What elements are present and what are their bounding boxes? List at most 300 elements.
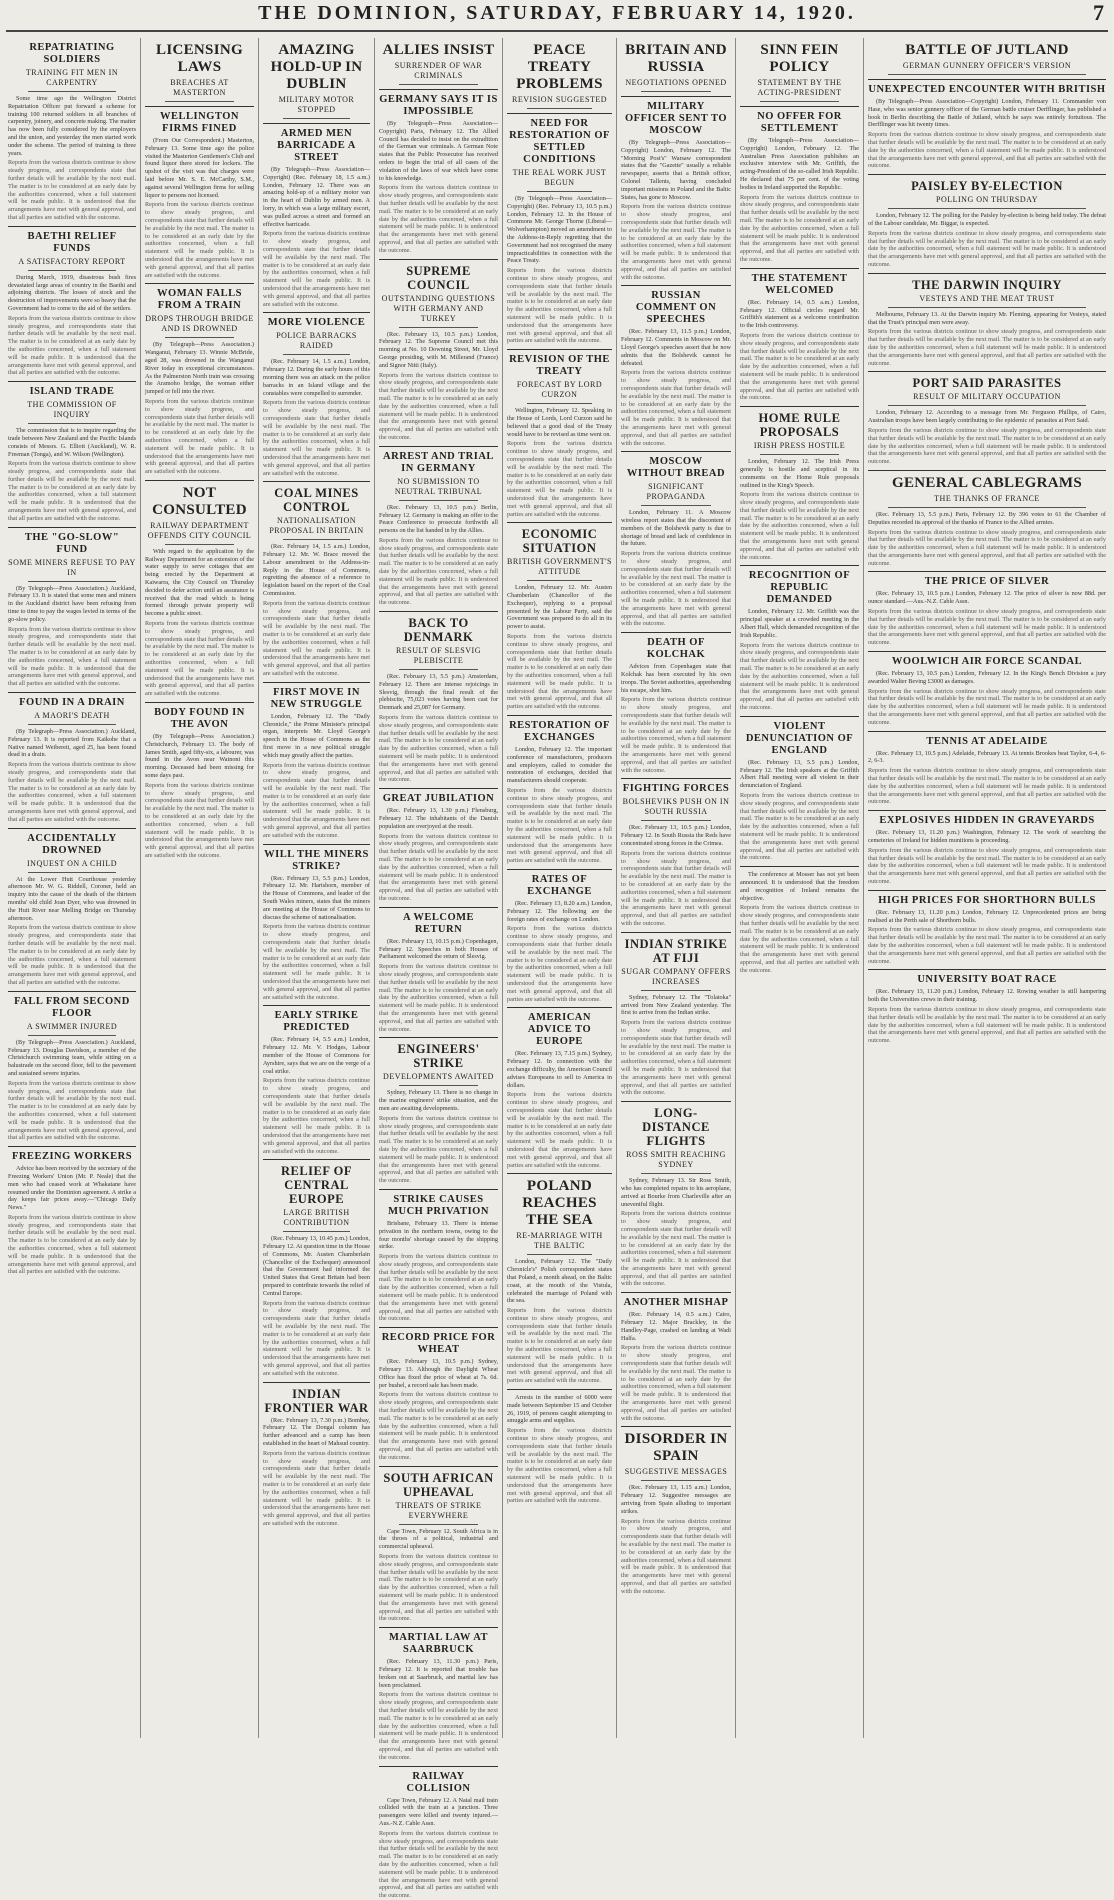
- article-headline: EARLY STRIKE PREDICTED: [274, 1010, 359, 1034]
- article-body: (Rec. February 14, 5.5 a.m.) London, February 12. Mr. V. Hodges, Labour member of the House of Commons for Ayrshire, says that we are on the verge of a coal strike.: [263, 1036, 370, 1075]
- article-headline: RESTORATION OF EXCHANGES: [509, 720, 610, 744]
- article: [8, 833, 136, 987]
- article-body: (Rec. February 13, 10.15 p.m.) Copenhagen, February 12. Speeches in both Houses of Parliament welcomed the return of Slesvig.: [379, 937, 498, 961]
- article-separator: [868, 810, 1106, 811]
- article-separator: [507, 1173, 612, 1174]
- article-subheadline: NO SUBMISSION TO NEUTRAL TRIBUNAL: [394, 476, 483, 496]
- article-continuation: Reports from the various districts continue to show steady progress, and correspondents state that further details will be available by the next mail. The matter is to be considered at an early date by the authorities concerned, when a full statement will be made public. It is understood that the arrangements have met with general approval, and that all parties are satisfied with the outcome.: [379, 1114, 498, 1185]
- article-separator: [621, 451, 731, 452]
- article-separator: [868, 571, 1106, 572]
- headline-rule: [888, 405, 1086, 406]
- article-body: (By Telegraph—Press Association—Copyright) London, February 12. The Australian Press Association publishes an exclusive interview with Mr. Griffith, the acting-President of the so-called Irish Republic. He declared that 75 per cent. of the voting bodies in Ireland supported the Republic.: [740, 137, 859, 191]
- article-headline: PEACE TREATY PROBLEMS: [516, 42, 603, 92]
- article-body: Sydney, February 13. There is no change in the marine engineers' strike situation, and the men are awaiting developments.: [379, 1089, 498, 1112]
- article: [379, 1771, 498, 1900]
- article-headline: DEATH OF KOLCHAK: [646, 637, 706, 661]
- article-headline: NO OFFER FOR SETTLEMENT: [757, 111, 842, 134]
- article: [145, 111, 254, 279]
- article-body: Wellington, February 12. Speaking in the House of Lords, Lord Curzon said he believed that a good deal of the Treaty would have to be revised as time went on.: [507, 407, 612, 438]
- article-headline: STRIKE CAUSES MUCH PRIVATION: [388, 1193, 489, 1217]
- headline-rule: [888, 307, 1086, 308]
- article-subheadline: ROSS SMITH REACHING SYDNEY: [626, 1150, 726, 1170]
- article: [507, 1178, 612, 1385]
- article-separator: [8, 527, 136, 528]
- article: [145, 485, 254, 698]
- article-separator: [263, 481, 370, 482]
- article-subheadline: BRITISH GOVERNMENT'S ATTITUDE: [507, 557, 612, 577]
- article-body: (Rec. February 13, 10.5 p.m.) London, February 12. In the King's Bench Division a jury awarded Walter Beving £3000 as damages.: [868, 670, 1106, 685]
- article-body: (By Telegraph—Press Association—Copyright) London, February 12. The "Morning Post's" Warsaw correspondent states that the "Gazette" usually a reliable newspaper, asserts that a British officer, Colonel Tallents, having concluded important missions in Poland and the Baltic States, has gone to Moscow.: [621, 139, 731, 201]
- article-headline: BATTLE OF JUTLAND: [905, 42, 1069, 58]
- article-continuation: Reports from the various districts continue to show steady progress, and correspondents state that further details will be available by the next mail. The matter is to be considered at an early date by the authorities concerned, when a full statement will be made public. It is understood that the arrangements have met with general approval, and that all parties are satisfied with the outcome.: [621, 369, 731, 447]
- article: [868, 576, 1106, 647]
- article-headline: ACCIDENTALLY DROWNED: [27, 832, 117, 856]
- article: [507, 354, 612, 518]
- article: [621, 1431, 731, 1595]
- article: [379, 616, 498, 784]
- article: [8, 697, 136, 824]
- article-separator: [379, 1766, 498, 1767]
- column-1: [4, 38, 140, 1738]
- article-continuation: Reports from the various districts continue to show steady progress, and correspondents state that further details will be available by the next mail. The matter is to be considered at an early date by the authorities concerned, when a full statement will be made public. It is understood that the arrangements have met with general approval, and that all parties are satisfied with the outcome.: [868, 131, 1106, 170]
- article-body: (Rec. February 13, 10.5 p.m.) London, February 12. In South Russia the Reds have concentrated strong forces in the Crimea.: [621, 824, 731, 847]
- article-separator: [145, 283, 254, 284]
- article: [868, 376, 1106, 466]
- article-subheadline: SUGAR COMPANY OFFERS INCREASES: [621, 966, 731, 986]
- article-body: (Rec. February 14, 0.5 a.m.) London, February 12. Official circles regard Mr. Griffith's statement as a welcome contribution to the Irish controversy.: [740, 298, 859, 330]
- article: [379, 42, 498, 85]
- headline-rule: [888, 507, 1086, 508]
- article-separator: [621, 778, 731, 779]
- article-continuation: Reports from the various districts continue to show steady progress, and correspondents state that further details will be available by the next mail. The matter is to be considered at an early date by the authorities concerned, when a full statement will be made public. It is understood that the arrangements have met with general approval, and that all parties are satisfied with the outcome.: [145, 781, 254, 859]
- headline-rule: [28, 423, 116, 424]
- article-separator: [868, 731, 1106, 732]
- article-headline: COAL MINES CONTROL: [274, 486, 359, 515]
- article-continuation: Reports from the various districts continue to show steady progress, and correspondents state that further details will be available by the next mail. The matter is to be considered at an early date by the authorities concerned, when a full statement will be made public. It is understood that the arrangements have met with general approval, and that all parties are satisfied with the outcome.: [8, 1213, 136, 1276]
- article: [621, 1297, 731, 1422]
- article: [621, 637, 731, 774]
- article-headline: ISLAND TRADE: [29, 386, 115, 398]
- article-separator: [379, 1627, 498, 1628]
- article: [868, 42, 1106, 75]
- article-headline: THE STATEMENT WELCOMED: [751, 272, 848, 296]
- article-separator: [621, 96, 731, 97]
- masthead-rule: [6, 30, 1108, 32]
- article-body: London, February 12. According to a message from Mr. Ferguson Phillips, of Cairo, Australian troops have been largely contributing to the epidemic of parasites at Port Said.: [868, 409, 1106, 425]
- article-separator: [740, 268, 859, 269]
- article: [621, 101, 731, 281]
- article-headline: LONG-DISTANCE FLIGHTS: [642, 1106, 710, 1149]
- column-6: [616, 38, 735, 1738]
- article: [868, 656, 1106, 727]
- article-headline: LICENSING LAWS: [156, 42, 243, 75]
- headline-rule: [760, 454, 839, 455]
- article-subheadline: DEVELOPMENTS AWAITED: [383, 1072, 494, 1082]
- headline-rule: [28, 872, 116, 873]
- article-continuation: Reports from the various districts continue to show steady progress, and correspondents state that further details will be available by the next mail. The matter is to be considered at an early date by the authorities concerned, when a full statement will be made public. It is understood that the arrangements have met with general approval, and that all parties are satisfied with the outcome.: [379, 371, 498, 441]
- article-separator: [868, 969, 1106, 970]
- article-headline: GENERAL CABLEGRAMS: [891, 474, 1082, 491]
- article: [507, 118, 612, 345]
- article-headline: NEED FOR RESTORATION OF SETTLED CONDITIONS: [509, 118, 610, 165]
- article-headline: INDIAN STRIKE AT FIJI: [624, 936, 728, 965]
- article-body: (Rec. February 13, 11.20 p.m.) Washington, February 12. The work of searching the cemeteries of Ireland for hidden munitions is proceeding.: [868, 829, 1106, 845]
- masthead: [0, 0, 1114, 30]
- article-body: (By Telegraph—Press Association.) Christchurch, February 13. The body of James Smith, aged fifty-six, a labourer, was found in the Avon near Wainoni this morning. Deceased had been missing for some days past.: [145, 733, 254, 780]
- article: [263, 486, 370, 678]
- article-subheadline: INQUEST ON A CHILD: [27, 858, 117, 868]
- article-continuation: Reports from the various districts continue to show steady progress, and correspondents state that further details will be available by the next mail. The matter is to be considered at an early date by the authorities concerned, when a full statement will be made public. It is understood that the arrangements have met with general approval, and that all parties are satisfied with the outcome.: [379, 1553, 498, 1623]
- article: [379, 451, 498, 607]
- article-separator: [263, 1005, 370, 1006]
- article: [263, 1387, 370, 1528]
- article-headline: BODY FOUND IN THE AVON: [154, 707, 245, 731]
- article: [868, 84, 1106, 170]
- article-continuation: Reports from the various districts continue to show steady progress, and correspondents state that further details will be available by the next mail. The matter is to be considered at an early date by the authorities concerned, when a full statement will be made public. It is understood that the arrangements have met with general approval, and that all parties are satisfied with the outcome.: [740, 904, 859, 974]
- article-subheadline: OUTSTANDING QUESTIONS WITH GERMANY AND TURKEY: [381, 293, 496, 323]
- article: [379, 1194, 498, 1323]
- article: [507, 42, 612, 109]
- headline-rule: [888, 208, 1086, 209]
- article-body: (Rec. February 13, 11.5 p.m.) London, February 12. Comments in Moscow on Mr. Lloyd George's speeches assert that he now admits that the Bolshevik cannot be defeated.: [621, 328, 731, 367]
- article-body: (Rec. February 14, 1.5 a.m.) London, February 12. During the early hours of this morning there was an attack on the police barracks in an Island village and the constables were compelled to surrender.: [263, 358, 370, 397]
- article-headline: ENGINEERS' STRIKE: [397, 1042, 480, 1071]
- article: [379, 912, 498, 1034]
- article-continuation: Reports from the various districts continue to show steady progress, and correspondents state that further details will be available by the next mail. The matter is to be considered at an early date by the authorities concerned, when a full statement will be made public. It is understood that the arrangements have met with general approval, and that all parties are satisfied with the outcome.: [507, 267, 612, 345]
- article-headline: SINN FEIN POLICY: [760, 42, 839, 75]
- article-body: London, February 12. The "Daily Chronicle's" Polish correspondent states that Poland, a month ahead, on the Baltic coast, at the mouth of the Vistula, celebrated the marriage of Poland with the sea.: [507, 1258, 612, 1305]
- article-continuation: Reports from the various districts continue to show steady progress, and correspondents state that further details will be available by the next mail. The matter is to be considered at an early date by the authorities concerned, when a full statement will be made public. It is understood that the arrangements have met with general approval, and that all parties are satisfied with the outcome.: [740, 792, 859, 862]
- article: [145, 288, 254, 476]
- article-continuation: Reports from the various districts continue to show steady progress, and correspondents state that further details will be available by the next mail. The matter is to be considered at an early date by the authorities concerned, when a full statement will be made public. It is understood that the arrangements have met with general approval, and that all parties are satisfied with the outcome.: [621, 1517, 731, 1595]
- article: [145, 707, 254, 860]
- article-body: London, February 12. The Irish Press generally is hostile and sceptical in its comments on the Home Rule proposals outlined in the King's Speech.: [740, 458, 859, 489]
- article-body: Advices from Copenhagen state that Kolchak has been executed by his own troops. The Soviet authorities, apprehending his escape, shot him.: [621, 663, 731, 694]
- article-headline: WILL THE MINERS STRIKE?: [264, 848, 369, 872]
- article-separator: [507, 1389, 612, 1390]
- article-headline: FIGHTING FORCES: [622, 783, 730, 795]
- article-separator: [263, 682, 370, 683]
- article-continuation: Reports from the various districts continue to show steady progress, and correspondents state that further details will be available by the next mail. The matter is to be considered at an early date by the authorities concerned, when a full statement will be made public. It is understood that the arrangements have met with general approval, and that all parties are satisfied with the outcome.: [507, 633, 612, 711]
- article-subheadline: NATIONALISATION PROPOSAL IN BRITAIN: [269, 516, 364, 536]
- article-headline: UNIVERSITY BOAT RACE: [917, 974, 1057, 986]
- article-separator: [379, 611, 498, 612]
- article-body: (By Telegraph—Press Association—Copyright) (Rec. February 13, 10.5 p.m.) London, February 12. In the House of Commons Mr. George Thorne (Liberal—Wolverhampton) moved an amendment to the Address-in-Reply regretting that the Government had not recognised the many impracticabilities in connection with the Peace Treaty.: [507, 195, 612, 265]
- article-body: (Rec. February 13, 5.5 p.m.) Paris, February 12. By 396 votes to 61 the Chamber of Deputies recorded its approval of the thanks of France to the Allied armies.: [868, 510, 1106, 526]
- column-2: [140, 38, 258, 1738]
- article: [379, 264, 498, 442]
- article-subheadline: THE COMMISSION OF INQUIRY: [27, 400, 117, 420]
- headline-rule: [760, 101, 839, 102]
- article-continuation: Reports from the various districts continue to show steady progress, and correspondents state that further details will be available by the next mail. The matter is to be considered at an early date by the authorities concerned, when a full statement will be made public. It is understood that the arrangements have met with general approval, and that all parties are satisfied with the outcome.: [868, 528, 1106, 567]
- article-continuation: Reports from the various districts continue to show steady progress, and correspondents state that further details will be available by the next mail. The matter is to be considered at an early date by the authorities concerned, when a full statement will be made public. It is understood that the arrangements have met with general approval, and that all parties are satisfied with the outcome.: [145, 620, 254, 698]
- article-subheadline: VESTEYS AND THE MEAT TRUST: [919, 293, 1055, 303]
- headline-rule: [283, 354, 350, 355]
- article: [507, 1012, 612, 1169]
- article-continuation: Reports from the various districts continue to show steady progress, and correspondents state that further details will be available by the next mail. The matter is to be considered at an early date by the authorities concerned, when a full statement will be made public. It is understood that the arrangements have met with general approval, and that all parties are satisfied with the outcome.: [8, 159, 136, 221]
- article-subheadline: THREATS OF STRIKE EVERYWHERE: [395, 1500, 482, 1520]
- headline-rule: [641, 1173, 711, 1174]
- column-4: [374, 38, 502, 1900]
- article-subheadline: POLLING ON THURSDAY: [936, 195, 1038, 205]
- article-body: Melbourne, February 13. At the Darwin inquiry Mr. Fleming, appearing for Vesteys, stated that the Trust's principal men were away.: [868, 310, 1106, 326]
- article: [8, 42, 136, 222]
- article-continuation: Reports from the various districts continue to show steady progress, and correspondents state that further details will be available by the next mail. The matter is to be considered at an early date by the authorities concerned, when a full statement will be made public. It is understood that the arrangements have met with general approval, and that all parties are satisfied with the outcome.: [379, 714, 498, 784]
- headline-rule: [165, 544, 234, 545]
- article-separator: [621, 1426, 731, 1427]
- article-headline: INDIAN FRONTIER WAR: [264, 1386, 369, 1415]
- article-separator: [263, 312, 370, 313]
- article-separator: [621, 1292, 731, 1293]
- article-continuation: Reports from the various districts continue to show steady progress, and correspondents state that further details will be available by the next mail. The matter is to be considered at an early date by the authorities concerned, when a full statement will be made public. It is understood that the arrangements have met with general approval, and that all parties are satisfied with the outcome.: [263, 923, 370, 1001]
- article-headline: AMAZING HOLD-UP IN DUBLIN: [270, 42, 363, 92]
- article-headline: PAISLEY BY-ELECTION: [911, 179, 1063, 194]
- column-7: [735, 38, 863, 1738]
- article-body: Brisbane, February 13. There is intense privation in the northern towns, owing to the four months' shortage caused by the shipping strike.: [379, 1219, 498, 1251]
- article-continuation: Reports from the various districts continue to show steady progress, and correspondents state that further details will be available by the next mail. The matter is to be considered at an early date by the authorities concerned, when a full statement will be made public. It is understood that the arrangements have met with general approval, and that all parties are satisfied with the outcome.: [379, 1253, 498, 1323]
- article: [621, 456, 731, 628]
- article-continuation: Reports from the various districts continue to show steady progress, and correspondents state that further details will be available by the next mail. The matter is to be considered at an early date by the authorities concerned, when a full statement will be made public. It is understood that the arrangements have met with general approval, and that all parties are satisfied with the outcome.: [507, 440, 612, 518]
- article-body: At the Lower Hutt Courthouse yesterday afternoon Mr. W. G. Riddell, Coroner, held an inquiry into the cause of the death of the thirteen months' old child Joan Dyer, who was drowned in the Hutt River near Melling Bridge on Thursday afternoon.: [8, 875, 136, 922]
- article-headline: THE DARWIN INQUIRY: [912, 277, 1062, 292]
- article-body: (Rec. February 13, 10.5 p.m.) Sydney, February 13. Although the Daylight Wheat Office has fixed the price of wheat at 7s. 6d. per bushel, a record sale has been made.: [379, 1358, 498, 1389]
- article-headline: RECORD PRICE FOR WHEAT: [381, 1332, 496, 1356]
- article-headline: ARMED MEN BARRICADE A STREET: [277, 128, 356, 163]
- article-headline: FOUND IN A DRAIN: [19, 697, 125, 709]
- article: [868, 278, 1106, 368]
- article: [740, 111, 859, 264]
- article-separator: [145, 702, 254, 703]
- article-headline: PORT SAID PARASITES: [912, 376, 1062, 391]
- article-body: (Rec. February 13, 10.5 p.m.) London, February 12. The Supreme Council met this morning at No. 10 Downing Street, Mr. Lloyd George presiding, with M. Millerand (France) and Signor Nitti (Italy).: [379, 330, 498, 369]
- article-subheadline: SIGNIFICANT PROPAGANDA: [646, 482, 706, 502]
- article: [379, 94, 498, 255]
- headline-rule: [641, 91, 711, 92]
- article-body: (Rec. February 13, 1.30 p.m.) Flensburg, February 12. The inhabitants of the Danish population are overjoyed at the result.: [379, 807, 498, 830]
- article-body: (Rec. February 13, 10.45 p.m.) London, February 12. At question time in the House of Commons, Mr. Austen Chamberlain (Chancellor of the Exchequer) announced that the Government had informed the United States that Great Britain had been prepared to contribute towards the relief of Central Europe.: [263, 1235, 370, 1297]
- article-body: London, February 12. The important conference of manufacturers, producers and employers, called to consider the restoration of exchanges, decided that manufacturers should cooperate.: [507, 746, 612, 785]
- article-continuation: Reports from the various districts continue to show steady progress, and correspondents state that further details will be available by the next mail. The matter is to be considered at an early date by the authorities concerned, when a full statement will be made public. It is understood that the arrangements have met with general approval, and that all parties are satisfied with the outcome.: [379, 963, 498, 1033]
- article: [507, 720, 612, 865]
- article: [740, 411, 859, 561]
- article-continuation: Reports from the various districts continue to show steady progress, and correspondents state that further details will be available by the next mail. The matter is to be considered at an early date by the authorities concerned, when a full statement will be made public. It is understood that the arrangements have met with general approval, and that all parties are satisfied with the outcome.: [379, 1391, 498, 1461]
- headline-rule: [527, 1254, 592, 1255]
- article-continuation: Reports from the various districts continue to show steady progress, and correspondents state that further details will be available by the next mail. The matter is to be considered at an early date by the authorities concerned, when a full statement will be made public. It is understood that the arrangements have met with general approval, and that all parties are satisfied with the outcome.: [868, 328, 1106, 367]
- article-continuation: Reports from the various districts continue to show steady progress, and correspondents state that further details will be available by the next mail. The matter is to be considered at an early date by the authorities concerned, when a full statement will be made public. It is understood that the arrangements have met with general approval, and that all parties are satisfied with the outcome.: [507, 787, 612, 865]
- article-subheadline: SURRENDER OF WAR CRIMINALS: [394, 61, 483, 80]
- article-subheadline: NEGOTIATIONS OPENED: [625, 78, 727, 87]
- article-separator: [507, 113, 612, 114]
- headline-rule: [641, 990, 711, 991]
- article-body: (Rec. February 13, 11.30 p.m.) Paris, February 12. It is reported that trouble has broken out at Saarbruck, and martial law has been proclaimed.: [379, 1658, 498, 1689]
- article: [379, 1632, 498, 1761]
- article-body: (Rec. February 13, 5.5 p.m.) Amsterdam, February 12. There are intense rejoicings in Slesvig, through the final result of the plebiscite, 75,023 votes having been cast for Denmark and 25,087 for Germany.: [379, 673, 498, 712]
- article-separator: [379, 259, 498, 260]
- article-headline: UNEXPECTED ENCOUNTER WITH BRITISH: [868, 84, 1106, 95]
- article-separator: [8, 381, 136, 382]
- article: [263, 687, 370, 840]
- headline-rule: [28, 724, 116, 725]
- article-headline: NOT CONSULTED: [152, 484, 247, 518]
- article-separator: [379, 446, 498, 447]
- article-headline: FALL FROM SECOND FLOOR: [14, 995, 130, 1019]
- article: [740, 273, 859, 402]
- article-subheadline: FORECAST BY LORD CURZON: [516, 380, 603, 400]
- article-continuation: Reports from the various districts continue to show steady progress, and correspondents state that further details will be available by the next mail. The matter is to be considered at an early date by the authorities concerned, when a full statement will be made public. It is understood that the arrangements have met with general approval, and that all parties are satisfied with the outcome.: [507, 1307, 612, 1385]
- article: [8, 1151, 136, 1276]
- article-body: (Rec. February 13, 11.20 p.m.) London, February 12. Rowing weather is still hampering both the Universities crews in their training.: [868, 988, 1106, 1004]
- article-subheadline: IRISH PRESS HOSTILE: [753, 441, 846, 451]
- article-headline: THE "GO-SLOW" FUND: [24, 531, 120, 555]
- article-separator: [145, 480, 254, 481]
- article-subheadline: RESULT OF SLESVIG PLEBISCITE: [396, 646, 481, 666]
- article-continuation: Reports from the various districts continue to show steady progress, and correspondents state that further details will be available by the next mail. The matter is to be considered at an early date by the authorities concerned, when a full statement will be made public. It is understood that the arrangements have met with general approval, and that all parties are satisfied with the outcome.: [868, 229, 1106, 268]
- article-headline: HOME RULE PROPOSALS: [758, 411, 841, 440]
- article-separator: [740, 406, 859, 407]
- article-continuation: Reports from the various districts continue to show steady progress, and correspondents state that further details will be available by the next mail. The matter is to be considered at an early date by the authorities concerned, when a full statement will be made public. It is understood that the arrangements have met with general approval, and that all parties are satisfied with the outcome.: [621, 550, 731, 628]
- article-continuation: Reports from the various districts continue to show steady progress, and correspondents state that further details will be available by the next mail. The matter is to be considered at an early date by the authorities concerned, when a full statement will be made public. It is understood that the arrangements have met with general approval, and that all parties are satisfied with the outcome.: [740, 193, 859, 263]
- article-continuation: Reports from the various districts continue to show steady progress, and correspondents state that further details will be available by the next mail. The matter is to be considered at an early date by the authorities concerned, when a full statement will be made public. It is understood that the arrangements have met with general approval, and that all parties are satisfied with the outcome.: [8, 460, 136, 522]
- article-separator: [868, 273, 1106, 274]
- article-continuation: Reports from the various districts continue to show steady progress, and correspondents state that further details will be available by the next mail. The matter is to be considered at an early date by the authorities concerned, when a full statement will be made public. It is understood that the arrangements have met with general approval, and that all parties are satisfied with the outcome.: [507, 1091, 612, 1169]
- headline-rule: [399, 84, 478, 85]
- newspaper-title: THE DOMINION, SATURDAY, FEBRUARY 14, 1920.: [258, 2, 856, 24]
- headline-rule: [399, 1524, 478, 1525]
- article-separator: [868, 371, 1106, 372]
- article: [868, 895, 1106, 966]
- article-separator: [621, 632, 731, 633]
- article-subheadline: MILITARY MOTOR STOPPED: [278, 95, 355, 114]
- article-body: (Rec. February 13, 7.15 p.m.) Sydney, February 12. In connection with the exchange difficulty, the American Council advises Europeans to sell to America in dollars.: [507, 1050, 612, 1089]
- article-headline: REVISION OF THE TREATY: [509, 354, 610, 378]
- headline-rule: [28, 581, 116, 582]
- article-subheadline: SOME MINERS REFUSE TO PAY IN: [8, 557, 136, 577]
- article-headline: MILITARY OFFICER SENT TO MOSCOW: [624, 101, 728, 136]
- article-headline: BRITAIN AND RUSSIA: [625, 42, 727, 75]
- article-continuation: Reports from the various districts continue to show steady progress, and correspondents state that further details will be available by the next mail. The matter is to be considered at an early date by the authorities concerned, when a full statement will be made public. It is understood that the arrangements have met with general approval, and that all parties are satisfied with the outcome.: [8, 761, 136, 823]
- article-continuation: Reports from the various districts continue to show steady progress, and correspondents state that further details will be available by the next mail. The matter is to be considered at an early date by the authorities concerned, when a full statement will be made public. It is understood that the arrangements have met with general approval, and that all parties are satisfied with the outcome.: [263, 599, 370, 678]
- article: [868, 815, 1106, 886]
- article: [379, 793, 498, 903]
- article-continuation: Reports from the various districts continue to show steady progress, and correspondents state that further details will be available by the next mail. The matter is to be considered at an early date by the authorities concerned, when a full statement will be made public. It is understood that the arrangements have met with general approval, and that all parties are satisfied with the outcome.: [621, 849, 731, 927]
- article-separator: [621, 1101, 731, 1102]
- headline-rule: [399, 1085, 478, 1086]
- column-5: [502, 38, 616, 1738]
- headline-rule: [641, 1480, 711, 1481]
- article-separator: [263, 1382, 370, 1383]
- article-separator: [507, 715, 612, 716]
- article-body: During March, 1919, disastrous bush fires devastated large areas of country in the Baethi and adjoining districts. The losses of stock and the destruction of improvements were so heavy that the Government had to come to the aid of the settlers.: [8, 273, 137, 312]
- article-separator: [8, 226, 136, 227]
- article: [868, 475, 1106, 568]
- article-continuation: Reports from the various districts continue to show steady progress, and correspondents state that further details will be available by the next mail. The matter is to be considered at an early date by the authorities concerned, when a full statement will be made public. It is understood that the arrangements have met with general approval, and that all parties are satisfied with the outcome.: [740, 491, 859, 561]
- headline-rule: [28, 91, 116, 92]
- article: [621, 290, 731, 447]
- article-body: Some time ago the Wellington District Repatriation Officer put forward a scheme for training 100 returned soldiers in all branches of carpentry, joinery, and concrete making. The matter has now been fully considered by the employers and the union, and yesterday the men started work under the scheme. The period of training is three years.: [8, 95, 136, 157]
- article-subheadline: BREACHES AT MASTERTON: [170, 78, 229, 97]
- article-headline: HIGH PRICES FOR SHORTHORN BULLS: [878, 894, 1096, 906]
- article-body: (Rec. February 13, 1.15 a.m.) London, February 12. Suggestive messages are arriving from Spain alluding to important strikes.: [621, 1484, 731, 1515]
- article-continuation: Reports from the various districts continue to show steady progress, and correspondents state that further details will be available by the next mail. The matter is to be considered at an early date by the authorities concerned, when a full statement will be made public. It is understood that the arrangements have met with general approval, and that all parties are satisfied with the outcome.: [621, 1019, 731, 1097]
- article: [263, 42, 370, 119]
- article-separator: [507, 522, 612, 523]
- headline-rule: [399, 500, 478, 501]
- article-continuation: Reports from the various districts continue to show steady progress, and correspondents state that further details will be available by the next mail. The matter is to be considered at an early date by the authorities concerned, when a full statement will be made public. It is understood that the arrangements have met with general approval, and that all parties are satisfied with the outcome.: [8, 924, 136, 986]
- article-subheadline: A MAORI'S DEATH: [34, 711, 110, 721]
- article-continuation: Reports from the various districts continue to show steady progress, and correspondents state that further details will be available by the next mail. The matter is to be considered at an early date by the authorities concerned, when a full statement will be made public. It is understood that the arrangements have met with general approval, and that all parties are satisfied with the outcome.: [379, 1691, 498, 1761]
- headline-rule: [641, 820, 711, 821]
- article-subheadline: THE REAL WORK JUST BEGUN: [512, 168, 607, 187]
- article-body: The commission that is to inquire regarding the trade between New Zealand and the Pacific Islands consists of Messrs. G. Elliott (Auckland), W. R. Freeman (Tonga), and W. Wilson (Wellington).: [8, 427, 136, 458]
- article-headline: GERMANY SAYS IT IS IMPOSSIBLE: [379, 94, 498, 117]
- article-separator: [507, 349, 612, 350]
- article-separator: [263, 1159, 370, 1160]
- headline-rule: [527, 108, 592, 109]
- headline-rule: [28, 270, 116, 271]
- article-continuation: Reports from the various districts continue to show steady progress, and correspondents state that further details will be available by the next mail. The matter is to be considered at an early date by the authorities concerned, when a full statement will be made public. It is understood that the arrangements have met with general approval, and that all parties are satisfied with the outcome.: [868, 608, 1106, 647]
- article-subheadline: POLICE BARRACKS RAIDED: [276, 331, 357, 351]
- article-continuation: Reports from the various districts continue to show steady progress, and correspondents state that further details will be available by the next mail. The matter is to be considered at an early date by the authorities concerned, when a full statement will be made public. It is understood that the arrangements have met with general approval, and that all parties are satisfied with the outcome.: [8, 625, 136, 688]
- headline-rule: [888, 74, 1086, 75]
- article-subheadline: A SWIMMER INJURED: [26, 1021, 118, 1031]
- article-subheadline: REVISION SUGGESTED: [512, 95, 607, 104]
- article: [621, 42, 731, 92]
- article-continuation: Reports from the various districts continue to show steady progress, and correspondents state that further details will be available by the next mail. The matter is to be considered at an early date by the authorities concerned, when a full statement will be made public. It is understood that the arrangements have met with general approval, and that all parties are satisfied with the outcome.: [868, 926, 1106, 965]
- headline-rule: [165, 337, 234, 338]
- article: [740, 570, 859, 711]
- article-body: Sydney, February 12. The "Tolatoka" arrived from New Zealand yesterday. The first to arrive from the Indian strike.: [621, 993, 731, 1017]
- headline-rule: [641, 505, 711, 506]
- article-body: (Rec. February 13, 11.20 p.m.) London, February 12. Unprecedented prices are being realised at the Perth sale of Shorthorn bulls.: [868, 908, 1106, 924]
- article-body: (Rec. February 14, 0.5 a.m.) Cairo, February 12. Major Brackley, in the Handley-Page, crashed on landing at Wadi Halfa.: [621, 1311, 731, 1342]
- article-headline: THE PRICE OF SILVER: [924, 576, 1050, 588]
- article-body: (By Telegraph—Press Association—Copyright) Paris, February 12. The Allied Council has decided to insist on the extradition of the German war criminals. A German Note states that the Public Prosecutor has received orders to begin the trial of all cases of the violation of the laws of war which have come to his knowledge.: [379, 120, 498, 182]
- article-body: London, February 12. Mr. Austen Chamberlain (Chancellor of the Exchequer), replying to a proposal presented by the Labour Party, said the Government was prepared to do all in its power to assist.: [507, 584, 612, 631]
- article-headline: BAETHI RELIEF FUNDS: [27, 230, 117, 254]
- article-separator: [263, 123, 370, 124]
- article: [740, 721, 859, 862]
- article: [379, 1332, 498, 1461]
- article: [145, 42, 254, 102]
- article-body: (Rec. February 13, 10.5 p.m.) Adelaide, February 13. At tennis Brookes beat Taylor, 6-4, 6-2, 6-3.: [868, 749, 1106, 765]
- article-continuation: Reports from the various districts continue to show steady progress, and correspondents state that further details will be available by the next mail. The matter is to be considered at an early date by the authorities concerned, when a full statement will be made public. It is understood that the arrangements have met with general approval, and that all parties are satisfied with the outcome.: [868, 687, 1106, 726]
- article-body: (From Our Correspondent.) Masterton, February 13. Some time ago the police visited the Masterton Gentlemen's Club and found liquor there stored for lockers. The upshot of the visit was that charges were laid before Mr. S. E. McCarthy, S.M., against several Wellington firms for selling liquor to persons not licensed.: [145, 137, 254, 199]
- article-headline: EXPLOSIVES HIDDEN IN GRAVEYARDS: [879, 815, 1095, 827]
- article: [8, 996, 136, 1142]
- article-continuation: Reports from the various districts continue to show steady progress, and correspondents state that further details will be available by the next mail. The matter is to be considered at an early date by the authorities concerned, when a full statement will be made public. It is understood that the arrangements have met with general approval, and that all parties are satisfied with the outcome.: [868, 767, 1106, 806]
- article-headline: AMERICAN ADVICE TO EUROPE: [527, 1012, 592, 1048]
- article-continuation: Reports from the various districts continue to show steady progress, and correspondents state that further details will be available by the next mail. The matter is to be considered at an early date by the authorities concerned, when a full statement will be made public. It is understood that the arrangements have met with general approval, and that all parties are satisfied with the outcome.: [263, 1299, 370, 1377]
- article-headline: RATES OF EXCHANGE: [527, 874, 592, 897]
- article-separator: [507, 869, 612, 870]
- article-separator: [868, 651, 1106, 652]
- article-continuation: Reports from the various districts continue to show steady progress, and correspondents state that further details will be available by the next mail. The matter is to be considered at an early date by the authorities concerned, when a full statement will be made public. It is understood that the arrangements have met with general approval, and that all parties are satisfied with the outcome.: [740, 641, 859, 712]
- article-continuation: Reports from the various districts continue to show steady progress, and correspondents state that further details will be available by the next mail. The matter is to be considered at an early date by the authorities concerned, when a full statement will be made public. It is understood that the arrangements have met with general approval, and that all parties are satisfied with the outcome.: [868, 426, 1106, 466]
- article-separator: [868, 470, 1106, 471]
- headline-rule: [527, 580, 592, 581]
- article-continuation: Reports from the various districts continue to show steady progress, and correspondents state that further details will be available by the next mail. The matter is to be considered at an early date by the authorities concerned, when a full statement will be made public. It is understood that the arrangements have met with general approval, and that all parties are satisfied with the outcome.: [507, 925, 612, 1003]
- article-continuation: Reports from the various districts continue to show steady progress, and correspondents state that further details will be available by the next mail. The matter is to be considered at an early date by the authorities concerned, when a full statement will be made public. It is understood that the arrangements have met with general approval, and that all parties are satisfied with the outcome.: [379, 832, 498, 902]
- article-body: With regard to the application by the Railway Department for an extension of the water supply to serve cottages that are being erected by the Department at Kaiwarra, the City Council on Thursday decided to defer action until an assurance is received that the road which is being formed through private property will become a public street.: [145, 547, 254, 618]
- article: [8, 231, 136, 377]
- article-continuation: Reports from the various districts continue to show steady progress, and correspondents state that further details will be available by the next mail. The matter is to be considered at an early date by the authorities concerned, when a full statement will be made public. It is understood that the arrangements have met with general approval, and that all parties are satisfied with the outcome.: [621, 203, 731, 281]
- article-separator: [379, 907, 498, 908]
- article: [507, 527, 612, 711]
- article-subheadline: DROPS THROUGH BRIDGE AND IS DROWNED: [145, 314, 254, 334]
- article-headline: SUPREME COUNCIL: [406, 263, 471, 292]
- article-continuation: Reports from the various districts continue to show steady progress, and correspondents state that further details will be available by the next mail. The matter is to be considered at an early date by the authorities concerned, when a full statement will be made public. It is understood that the arrangements have met with general approval, and that all parties are satisfied with the outcome.: [263, 230, 370, 308]
- article-separator: [868, 79, 1106, 80]
